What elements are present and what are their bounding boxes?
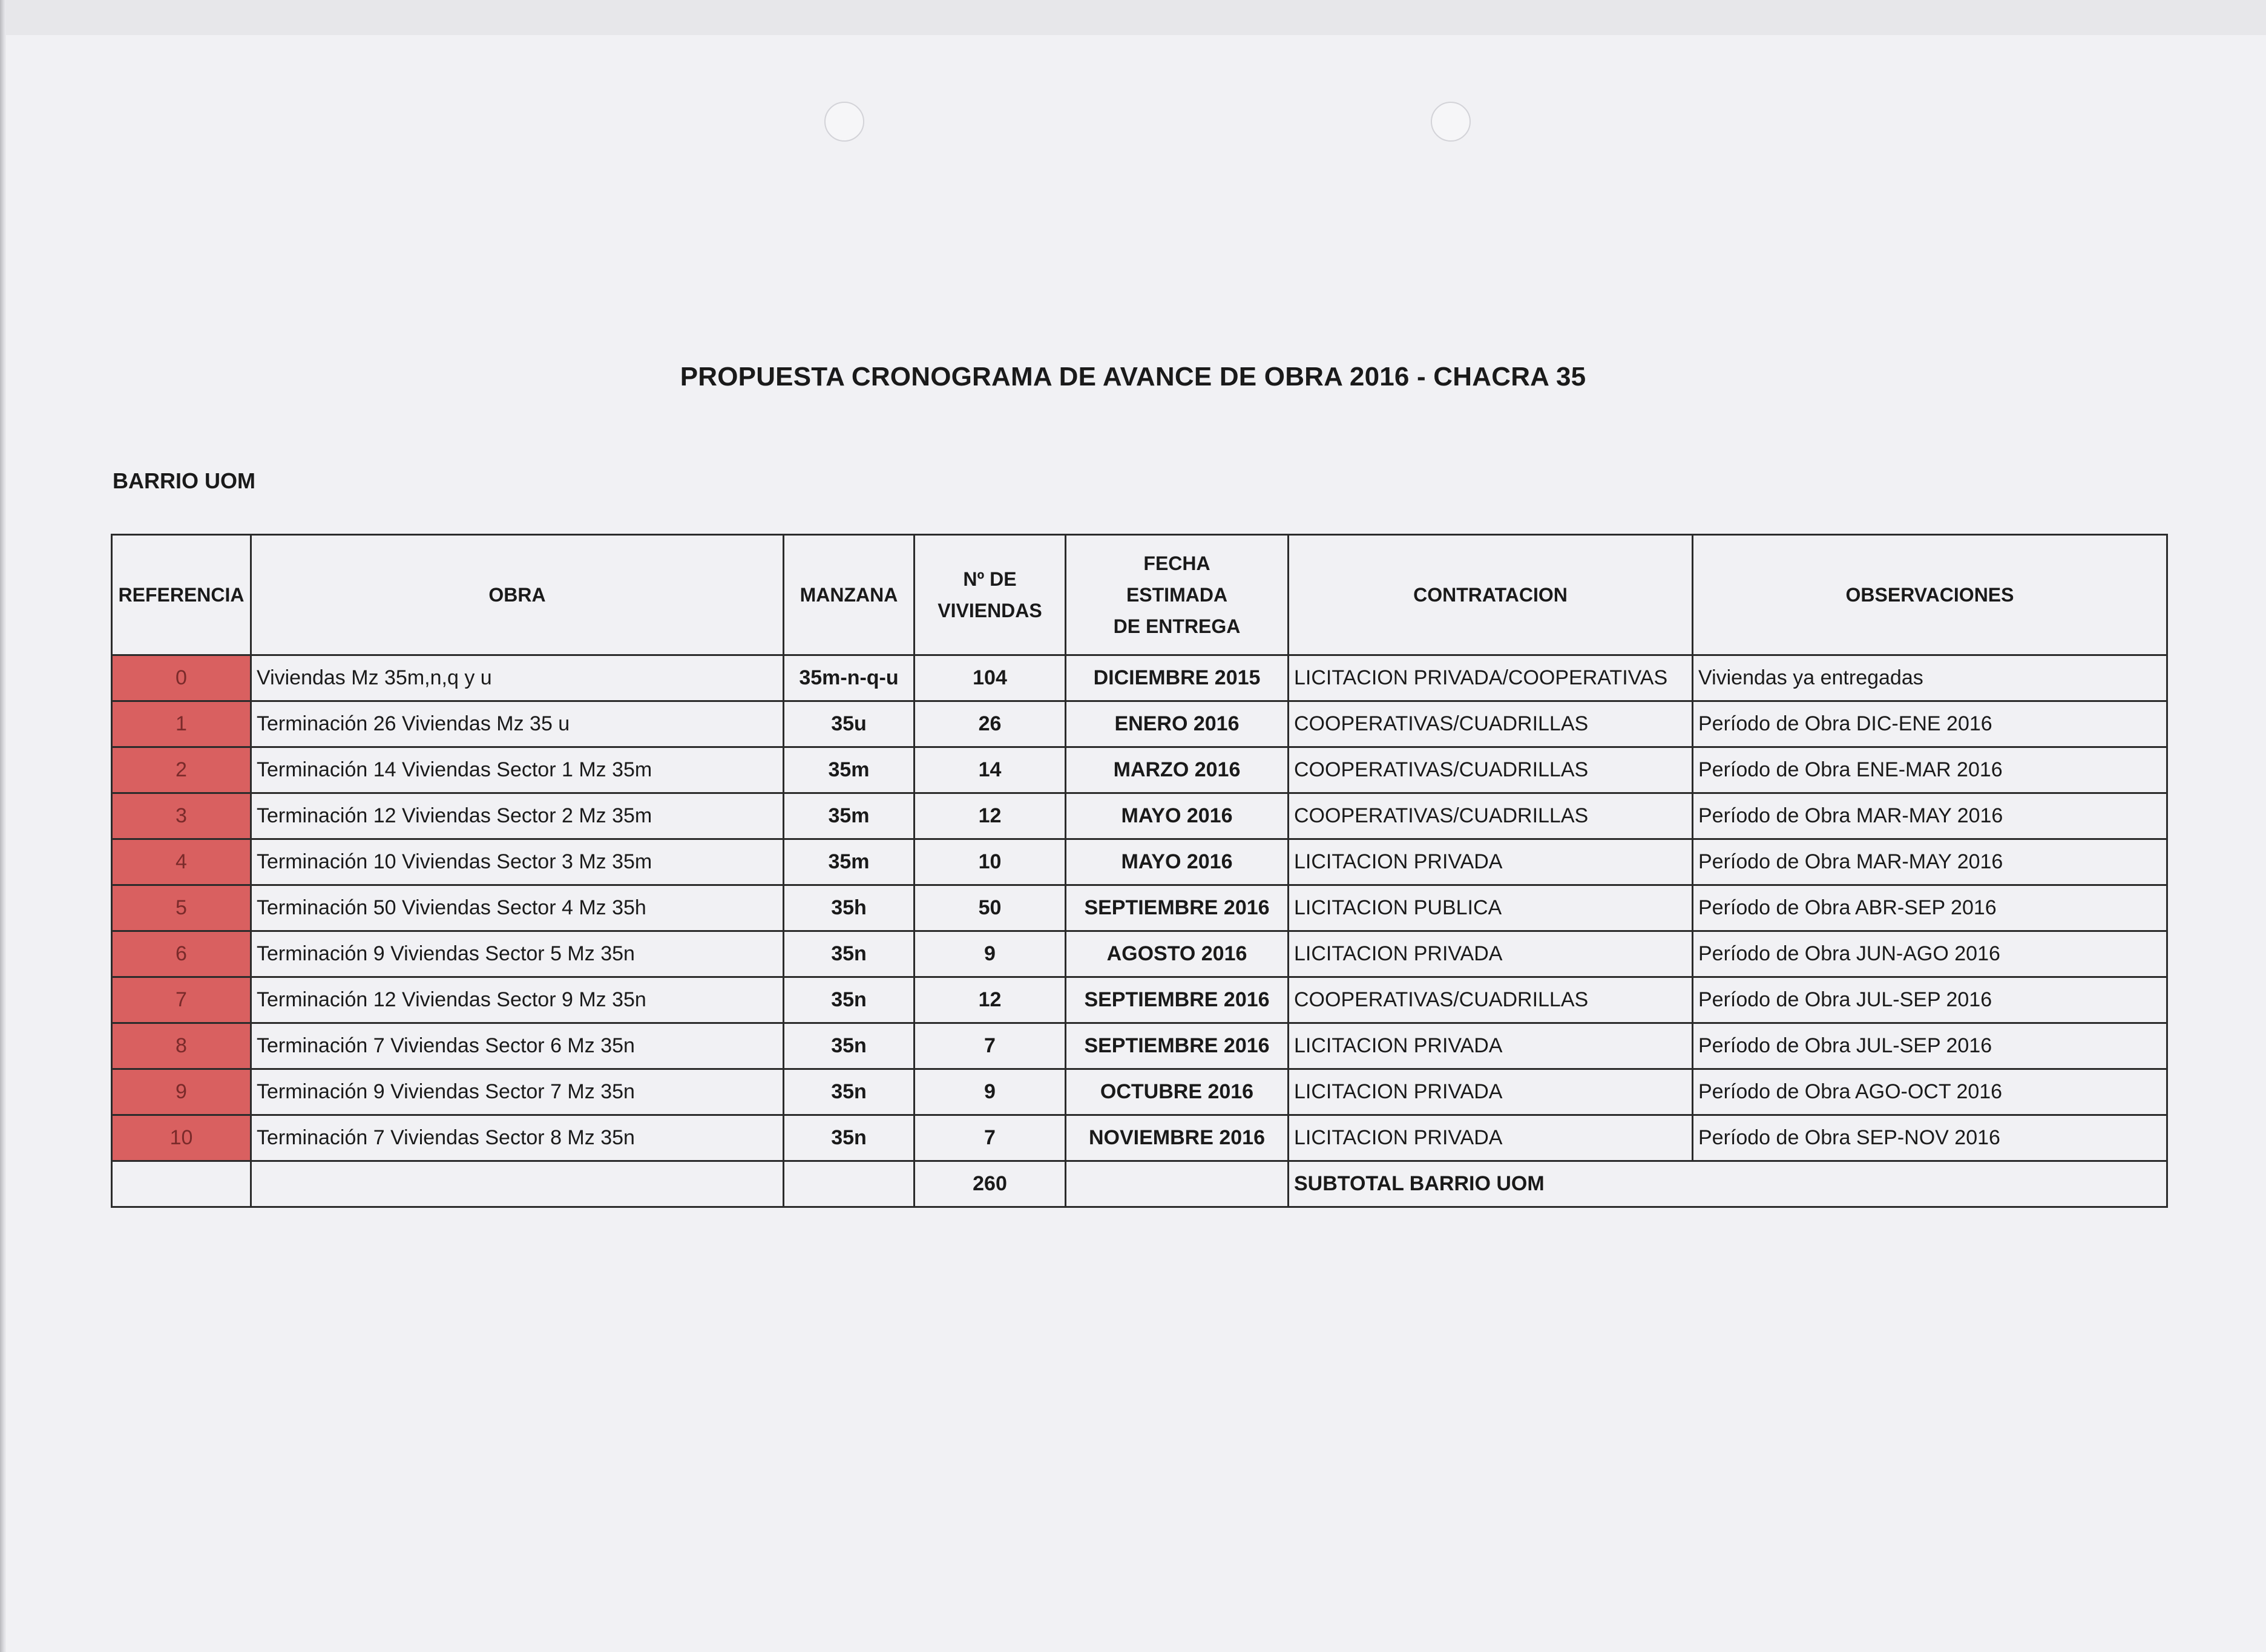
barrio-label: BARRIO UOM <box>113 468 255 493</box>
referencia-cell: 3 <box>112 793 251 839</box>
fecha-cell: AGOSTO 2016 <box>1066 931 1289 977</box>
referencia-cell: 1 <box>112 701 251 747</box>
empty-cell <box>1066 1161 1289 1207</box>
obra-cell: Terminación 9 Viviendas Sector 5 Mz 35n <box>251 931 784 977</box>
fecha-cell: MAYO 2016 <box>1066 839 1289 885</box>
referencia-cell: 9 <box>112 1069 251 1115</box>
observaciones-cell: Viviendas ya entregadas <box>1693 655 2167 701</box>
contratacion-cell: LICITACION PRIVADA/COOPERATIVAS <box>1289 655 1693 701</box>
table-row <box>112 793 2167 839</box>
header-fecha: FECHA ESTIMADA DE ENTREGA <box>1066 535 1289 655</box>
empty-cell <box>784 1161 915 1207</box>
empty-cell <box>251 1161 784 1207</box>
fecha-cell: SEPTIEMBRE 2016 <box>1066 885 1289 931</box>
obra-cell: Terminación 10 Viviendas Sector 3 Mz 35m <box>251 839 784 885</box>
observaciones-cell: Período de Obra DIC-ENE 2016 <box>1693 701 2167 747</box>
viviendas-cell: 104 <box>915 655 1066 701</box>
schedule-table <box>111 534 2168 1208</box>
fecha-cell: SEPTIEMBRE 2016 <box>1066 977 1289 1023</box>
fecha-cell: SEPTIEMBRE 2016 <box>1066 1023 1289 1069</box>
manzana-cell: 35n <box>784 977 915 1023</box>
viviendas-cell: 26 <box>915 701 1066 747</box>
obra-cell: Terminación 9 Viviendas Sector 7 Mz 35n <box>251 1069 784 1115</box>
contratacion-cell: LICITACION PRIVADA <box>1289 839 1693 885</box>
referencia-cell: 5 <box>112 885 251 931</box>
obra-cell: Viviendas Mz 35m,n,q y u <box>251 655 784 701</box>
viviendas-cell: 9 <box>915 931 1066 977</box>
header-obra: OBRA <box>251 535 784 655</box>
viviendas-cell: 9 <box>915 1069 1066 1115</box>
table-row <box>112 747 2167 793</box>
contratacion-cell: COOPERATIVAS/CUADRILLAS <box>1289 701 1693 747</box>
document-title: PROPUESTA CRONOGRAMA DE AVANCE DE OBRA 2016 - CHACRA 35 <box>680 362 1586 392</box>
referencia-cell: 4 <box>112 839 251 885</box>
referencia-cell: 8 <box>112 1023 251 1069</box>
contratacion-cell: LICITACION PRIVADA <box>1289 1069 1693 1115</box>
scan-top-edge <box>0 0 2266 35</box>
observaciones-cell: Período de Obra ENE-MAR 2016 <box>1693 747 2167 793</box>
punch-hole <box>824 102 864 142</box>
header-contratacion: CONTRATACION <box>1289 535 1693 655</box>
header-viviendas: Nº DE VIVIENDAS <box>915 535 1066 655</box>
observaciones-cell: Período de Obra JUL-SEP 2016 <box>1693 1023 2167 1069</box>
viviendas-cell: 7 <box>915 1023 1066 1069</box>
observaciones-cell: Período de Obra ABR-SEP 2016 <box>1693 885 2167 931</box>
obra-cell: Terminación 7 Viviendas Sector 6 Mz 35n <box>251 1023 784 1069</box>
contratacion-cell: COOPERATIVAS/CUADRILLAS <box>1289 793 1693 839</box>
manzana-cell: 35n <box>784 931 915 977</box>
table-header-row <box>112 535 2167 655</box>
observaciones-cell: Período de Obra AGO-OCT 2016 <box>1693 1069 2167 1115</box>
scan-left-edge <box>0 0 6 1652</box>
viviendas-cell: 12 <box>915 793 1066 839</box>
viviendas-cell: 14 <box>915 747 1066 793</box>
table-row <box>112 931 2167 977</box>
referencia-cell: 0 <box>112 655 251 701</box>
table-row <box>112 701 2167 747</box>
punch-hole <box>1431 102 1471 142</box>
manzana-cell: 35h <box>784 885 915 931</box>
contratacion-cell: LICITACION PRIVADA <box>1289 931 1693 977</box>
table-row <box>112 655 2167 701</box>
contratacion-cell: COOPERATIVAS/CUADRILLAS <box>1289 977 1693 1023</box>
manzana-cell: 35m <box>784 747 915 793</box>
contratacion-cell: LICITACION PRIVADA <box>1289 1115 1693 1161</box>
table-row <box>112 1115 2167 1161</box>
contratacion-cell: LICITACION PRIVADA <box>1289 1023 1693 1069</box>
table-row <box>112 885 2167 931</box>
obra-cell: Terminación 14 Viviendas Sector 1 Mz 35m <box>251 747 784 793</box>
table-row <box>112 839 2167 885</box>
fecha-cell: DICIEMBRE 2015 <box>1066 655 1289 701</box>
manzana-cell: 35n <box>784 1115 915 1161</box>
obra-cell: Terminación 7 Viviendas Sector 8 Mz 35n <box>251 1115 784 1161</box>
observaciones-cell: Período de Obra JUL-SEP 2016 <box>1693 977 2167 1023</box>
fecha-cell: OCTUBRE 2016 <box>1066 1069 1289 1115</box>
header-observaciones: OBSERVACIONES <box>1693 535 2167 655</box>
manzana-cell: 35m <box>784 839 915 885</box>
table-row <box>112 977 2167 1023</box>
observaciones-cell: Período de Obra SEP-NOV 2016 <box>1693 1115 2167 1161</box>
observaciones-cell: Período de Obra JUN-AGO 2016 <box>1693 931 2167 977</box>
fecha-cell: MAYO 2016 <box>1066 793 1289 839</box>
referencia-cell: 7 <box>112 977 251 1023</box>
obra-cell: Terminación 12 Viviendas Sector 9 Mz 35n <box>251 977 784 1023</box>
obra-cell: Terminación 26 Viviendas Mz 35 u <box>251 701 784 747</box>
fecha-cell: ENERO 2016 <box>1066 701 1289 747</box>
referencia-cell: 10 <box>112 1115 251 1161</box>
fecha-cell: MARZO 2016 <box>1066 747 1289 793</box>
fecha-cell: NOVIEMBRE 2016 <box>1066 1115 1289 1161</box>
manzana-cell: 35u <box>784 701 915 747</box>
subtotal-row <box>112 1161 2167 1207</box>
viviendas-cell: 50 <box>915 885 1066 931</box>
viviendas-cell: 10 <box>915 839 1066 885</box>
obra-cell: Terminación 50 Viviendas Sector 4 Mz 35h <box>251 885 784 931</box>
manzana-cell: 35m <box>784 793 915 839</box>
obra-cell: Terminación 12 Viviendas Sector 2 Mz 35m <box>251 793 784 839</box>
referencia-cell: 2 <box>112 747 251 793</box>
header-manzana: MANZANA <box>784 535 915 655</box>
observaciones-cell: Período de Obra MAR-MAY 2016 <box>1693 793 2167 839</box>
contratacion-cell: COOPERATIVAS/CUADRILLAS <box>1289 747 1693 793</box>
manzana-cell: 35n <box>784 1069 915 1115</box>
subtotal-label: SUBTOTAL BARRIO UOM <box>1289 1161 2167 1207</box>
table-row <box>112 1023 2167 1069</box>
referencia-cell: 6 <box>112 931 251 977</box>
manzana-cell: 35n <box>784 1023 915 1069</box>
header-referencia: REFERENCIA <box>112 535 251 655</box>
observaciones-cell: Período de Obra MAR-MAY 2016 <box>1693 839 2167 885</box>
table-row <box>112 1069 2167 1115</box>
empty-cell <box>112 1161 251 1207</box>
viviendas-cell: 7 <box>915 1115 1066 1161</box>
contratacion-cell: LICITACION PUBLICA <box>1289 885 1693 931</box>
viviendas-cell: 12 <box>915 977 1066 1023</box>
manzana-cell: 35m-n-q-u <box>784 655 915 701</box>
total-viviendas-cell: 260 <box>915 1161 1066 1207</box>
